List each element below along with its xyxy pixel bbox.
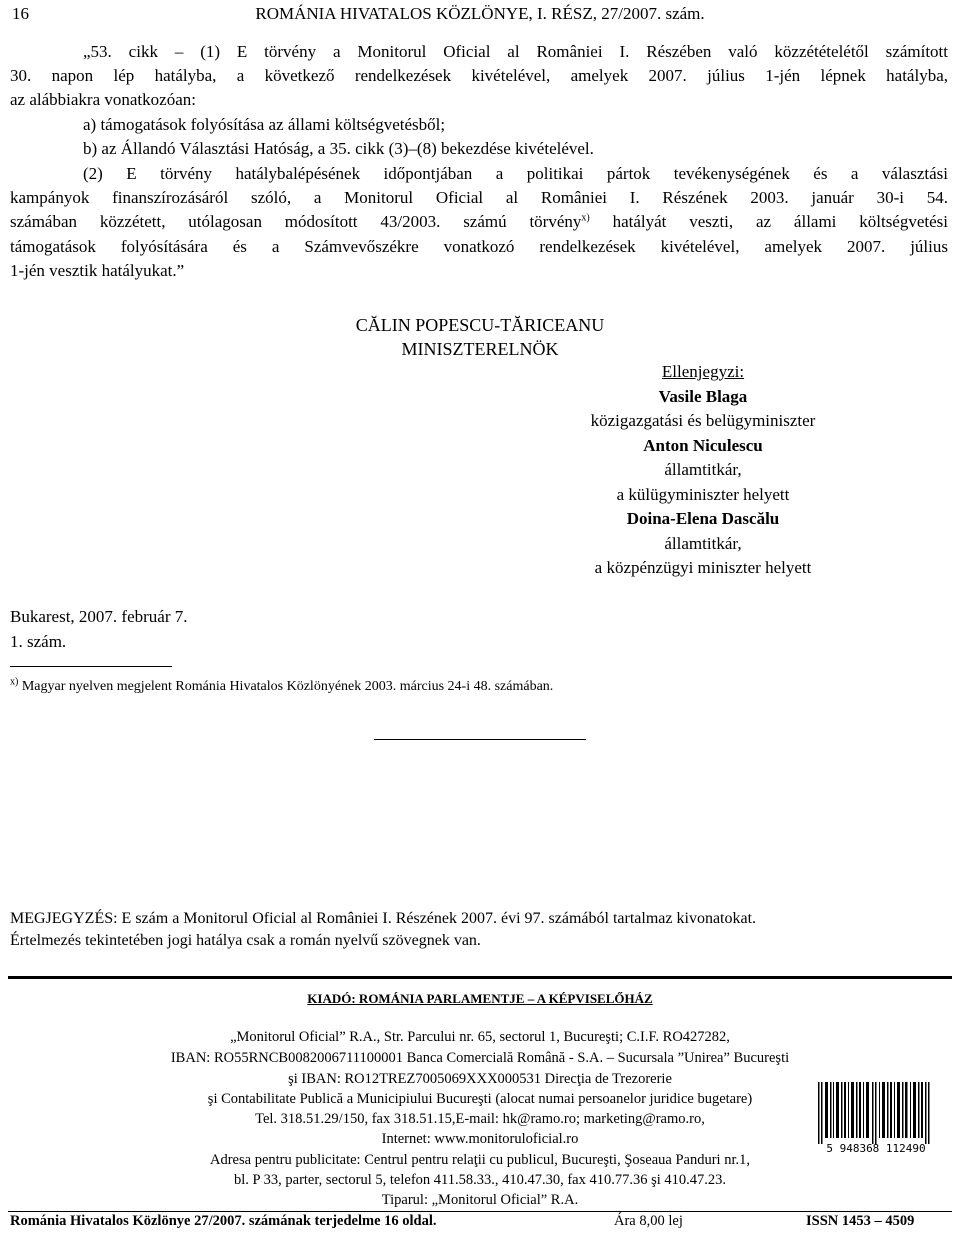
para1-line2: 30. napon lép hatályba, a következő rendelkezések kivételével, amelyek 2007. július 1-jén lépnek hatályba, [10, 66, 948, 85]
para2-line4: támogatások folyósítására és a Számvevőszékre vonatkozó rendelkezések kivételével, amelyek 2007. július [10, 237, 948, 256]
barcode-digits: 5 948368 112490 [826, 1142, 926, 1155]
para1-line1: „53. cikk – (1) E törvény a Monitorul Oficial al României I. Részében való közzétételétől számított [83, 42, 948, 61]
place-date: Bukarest, 2007. február 7. [10, 607, 188, 626]
bottom-rule [8, 1211, 952, 1212]
signer2-role1: államtitkár, [664, 460, 742, 479]
signer1-role: közigazgatási és belügyminiszter [590, 411, 816, 430]
separator-rule [374, 739, 586, 740]
signer1-name: Vasile Blaga [658, 386, 748, 406]
imprint-publisher: KIADÓ: ROMÁNIA PARLAMENTJE – A KÉPVISELŐHÁZ [307, 991, 653, 1006]
signer3-role2: a közpénzügyi miniszter helyett [594, 558, 812, 577]
act-number: 1. szám. [10, 632, 67, 651]
footnote-rule [10, 666, 172, 667]
barcode [816, 1082, 936, 1162]
para2-line2: kampányok finanszírozásáról szóló, a Monitorul Oficial al României I. Részének 2003. január 30-i 54. [10, 188, 948, 207]
imprint-line5: Tel. 318.51.29/150, fax 318.51.15,E-mail: hk@ramo.ro; marketing@ramo.ro, [255, 1111, 705, 1127]
pm-name: CĂLIN POPESCU-TĂRICEANU [355, 315, 605, 335]
imprint-line6: Internet: www.monitoruloficial.ro [381, 1131, 579, 1147]
imprint-line2: IBAN: RO55RNCB0082006711100001 Banca Comercială Română - S.A. – Sucursala ”Unirea” Bucureşti [170, 1050, 790, 1066]
para2-line5: 1-jén vesztik hatályukat.” [10, 261, 185, 280]
imprint-line4: şi Contabilitate Publică a Municipiului Bucureşti (alocat numai persoanelor juridice bugetare) [207, 1091, 753, 1107]
signer2-role2: a külügyminiszter helyett [616, 484, 790, 504]
para1-line4: a) támogatások folyósítása az állami költségvetésből; [83, 115, 446, 134]
para1-line5: b) az Állandó Választási Hatóság, a 35. cikk (3)–(8) bekezdése kivételével. [83, 139, 594, 158]
countersign-label: Ellenjegyzi: [661, 362, 745, 381]
para2-line1: (2) E törvény hatálybalépésének időpontjában a politikai pártok tevékenységének és a választási [83, 164, 948, 183]
footnote-text: Magyar nyelven megjelent Románia Hivatalos Közlönyének 2003. március 24-i 48. számában. [21, 679, 554, 694]
imprint-line3: şi IBAN: RO12TREZ7005069XXX000531 Direcţia de Trezorerie [288, 1071, 672, 1087]
imprint-line9: Tiparul: „Monitorul Oficial” R.A. [381, 1192, 579, 1208]
barcode-bars [816, 1082, 936, 1144]
signer3-name: Doina-Elena Dascălu [626, 509, 780, 528]
footnote-ref: x) [581, 212, 590, 224]
imprint-line1: „Monitorul Oficial” R.A., Str. Parcului nr. 65, sectorul 1, Bucureşti; C.I.F. RO427282, [230, 1029, 730, 1045]
pm-title: MINISZTERELNÖK [401, 339, 559, 359]
imprint-line7: Adresa pentru publicitate: Centrul pentru relaţii cu publicul, Bucureşti, Şoseaua Panduri nr.1, [210, 1152, 750, 1168]
page-number: 16 [12, 4, 29, 23]
bottom-issn: ISSN 1453 – 4509 [806, 1213, 915, 1229]
signer3-role1: államtitkár, [664, 533, 742, 553]
signatures-block [503, 360, 903, 581]
note-line1: MEGJEGYZÉS: E szám a Monitorul Oficial al României I. Részének 2007. évi 97. számából tartalmaz kivonatokat. [10, 910, 757, 927]
para1-line3: az alábbiakra vonatkozóan: [10, 90, 196, 109]
note-line2: Értelmezés tekintetében jogi hatálya csak a román nyelvű szövegnek van. [10, 932, 481, 949]
imprint-line8: bl. P 33, parter, sectorul 5, telefon 411.58.33., 410.47.30, fax 410.77.36 şi 410.47.23. [233, 1172, 727, 1188]
signer2-name: Anton Niculescu [643, 435, 763, 455]
footnote-mark: x) [10, 676, 19, 688]
page-header-title: ROMÁNIA HIVATALOS KÖZLÖNYE, I. RÉSZ, 27/2007. szám. [255, 4, 705, 23]
para2-line3-b: hatályát veszti, az állami költségvetési [612, 212, 949, 231]
imprint-top-rule [8, 976, 952, 979]
para2-line3-a: számában közzétett, utólagosan módosított 43/2003. számú törvény [10, 212, 582, 231]
footnote [10, 676, 554, 695]
bottom-left: Románia Hivatalos Közlönye 27/2007. számának terjedelme 16 oldal. [10, 1213, 437, 1229]
para2-line3 [10, 210, 948, 234]
bottom-price: Ára 8,00 lej [614, 1213, 683, 1229]
